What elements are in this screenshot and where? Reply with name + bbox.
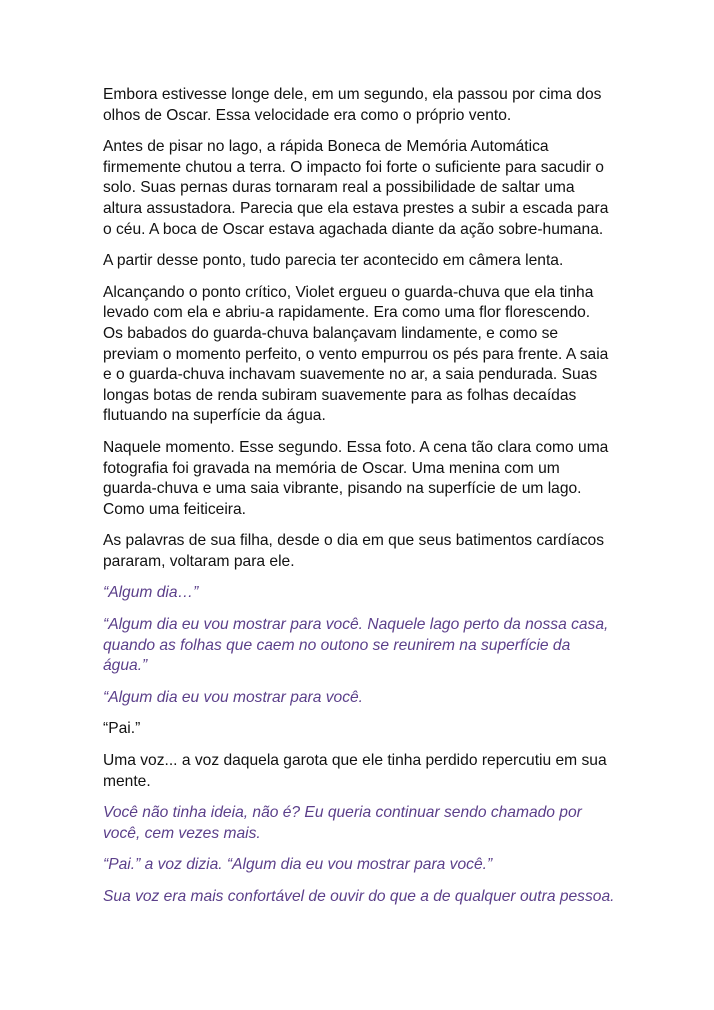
- paragraph: “Pai.”: [103, 720, 141, 738]
- quote-paragraph: Você não tinha ideia, não é? Eu queria continuar sendo chamado por você, cem vezes mais.: [103, 804, 582, 842]
- paragraph: Embora estivesse longe dele, em um segundo, ela passou por cima dos olhos de Oscar. Essa velocidade era como o próprio vento.: [103, 86, 602, 124]
- quote-paragraph: “Algum dia eu vou mostrar para você.: [103, 688, 364, 706]
- quote-paragraph: “Algum dia eu vou mostrar para você. Naquele lago perto da nossa casa, quando as folhas que caem no outono se reunirem na superfície da água.”: [103, 616, 609, 675]
- paragraph: A partir desse ponto, tudo parecia ter acontecido em câmera lenta.: [103, 252, 564, 270]
- paragraph: Alcançando o ponto crítico, Violet ergueu o guarda-chuva que ela tinha levado com ela e abriu-a rapidamente. Era como uma flor florescendo. Os babados do guarda-chuva balançavam lindamente, e como se previam o momento perfeito, o vento empurrou os pés para frente. A saia e o guarda-chuva inchavam suavemente no ar, a saia pendurada. Suas longas botas de renda subiram suavemente para as folhas decaídas flutuando na superfície da água.: [103, 283, 609, 425]
- paragraph: Uma voz... a voz daquela garota que ele tinha perdido repercutiu em sua mente.: [103, 752, 607, 790]
- document-page: [103, 85, 618, 919]
- paragraph: As palavras de sua filha, desde o dia em que seus batimentos cardíacos pararam, voltaram para ele.: [103, 532, 605, 570]
- paragraph: Naquele momento. Esse segundo. Essa foto. A cena tão clara como uma fotografia foi gravada na memória de Oscar. Uma menina com um guarda-chuva e uma saia vibrante, pisando na superfície de um lago. Como uma feiticeira.: [103, 438, 609, 518]
- quote-paragraph: Sua voz era mais confortável de ouvir do que a de qualquer outra pessoa.: [103, 888, 615, 905]
- quote-paragraph: “Algum dia…”: [103, 584, 199, 602]
- quote-paragraph: “Pai.” a voz dizia. “Algum dia eu vou mostrar para você.”: [103, 856, 493, 874]
- paragraph: Antes de pisar no lago, a rápida Boneca de Memória Automática firmemente chutou a terra. O impacto foi forte o suficiente para sacudir o solo. Suas pernas duras tornaram real a possibilidade de saltar uma altura assustadora. Parecia que ela estava prestes a subir a escada para o céu. A boca de Oscar estava agachada diante da ação sobre-humana.: [103, 138, 609, 238]
